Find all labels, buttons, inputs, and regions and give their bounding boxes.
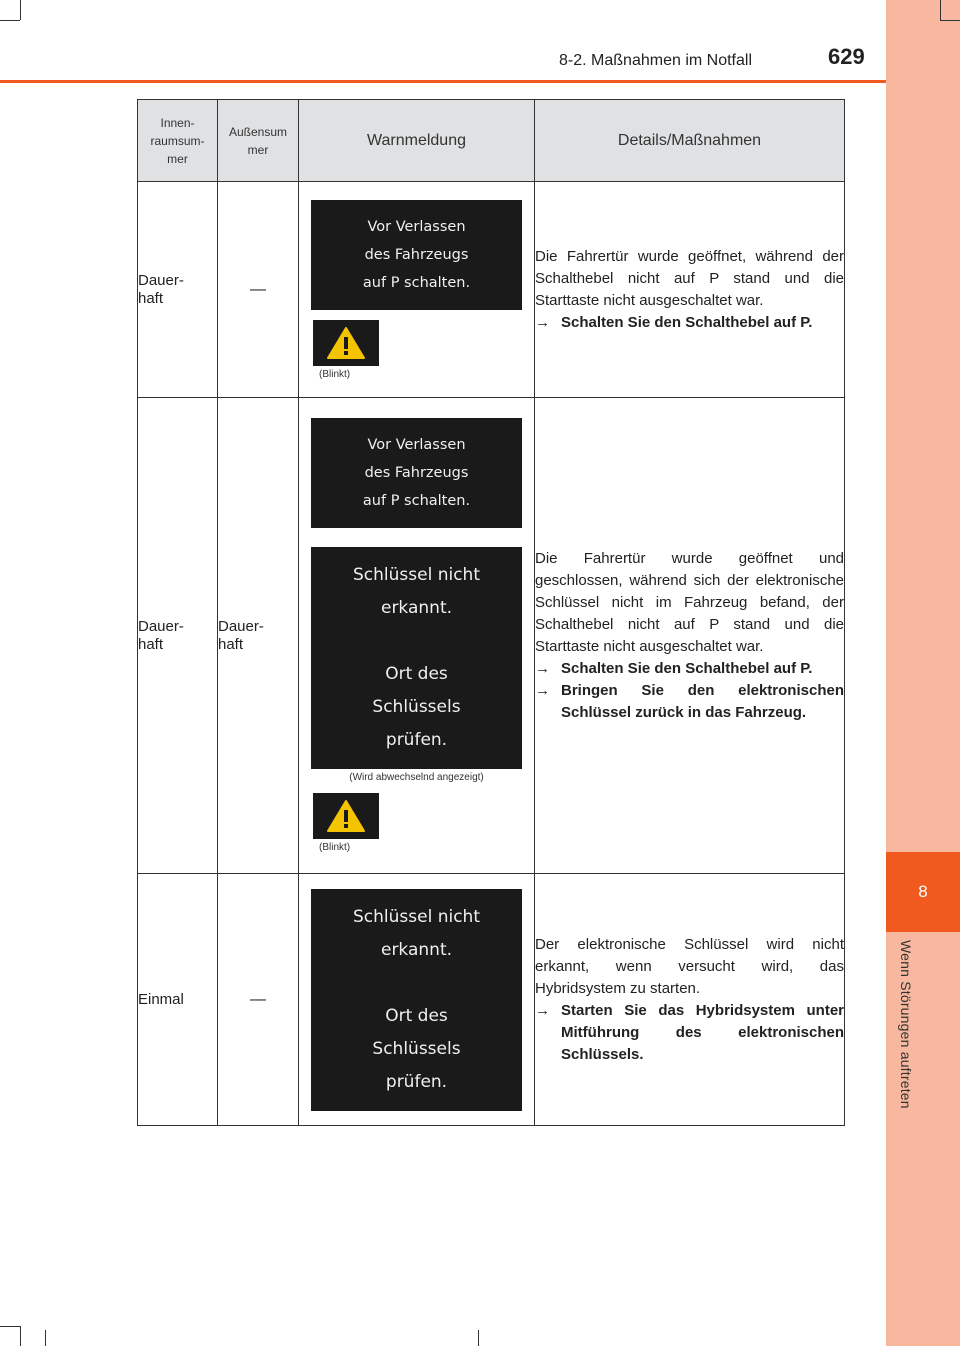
detail-text: Die Fahrertür wurde geöffnet und geschlossen, während sich der elektronische Schlüssel nicht im Fahrzeug befand, der Schalthebel nicht auf P stand und die Starttaste nicht ausgeschaltet war.: [535, 549, 844, 655]
display-line: Ort des: [385, 664, 448, 684]
detail-text: Die Fahrertür wurde geöffnet, während der Schalthebel nicht auf P stand und die Starttaste nicht ausgeschaltet war.: [535, 247, 844, 309]
master-warning-light: [313, 320, 379, 366]
warning-message-cell: [299, 398, 535, 874]
section-title: 8-2. Maßnahmen im Notfall: [559, 52, 752, 69]
display-line: Schlüssels: [372, 697, 461, 717]
blink-caption: (Blinkt): [319, 368, 351, 380]
crop-mark: [20, 0, 21, 20]
header-details: Details/Maßnahmen: [535, 100, 845, 182]
crop-mark: [20, 1326, 21, 1346]
display-line: Schlüssel nicht: [353, 565, 480, 585]
chapter-number-tab[interactable]: 8: [886, 852, 960, 932]
display-line: Schlüssel nicht: [353, 906, 480, 927]
action-item: → Starten Sie das Hybridsystem unter Mitführung des elektronischen Schlüssels.: [535, 1000, 844, 1066]
display-line: erkannt.: [380, 598, 453, 618]
header-rule: [0, 80, 886, 83]
warning-message-cell: [299, 182, 535, 398]
display-line: des Fahrzeugs: [364, 246, 469, 263]
blink-caption: (Blinkt): [319, 842, 351, 853]
display-screen: [311, 547, 522, 769]
display-line: Vor Verlassen: [367, 437, 466, 453]
warning-table: [137, 99, 845, 1126]
display-line: [311, 625, 522, 658]
header-warning-message: Warnmeldung: [299, 100, 535, 182]
warning-message-cell: [299, 874, 535, 1126]
outside-buzzer-cell: —: [218, 874, 299, 1126]
arrow-icon: →: [535, 313, 550, 331]
details-cell: [535, 874, 845, 1126]
arrow-icon: →: [535, 659, 550, 677]
action-item: → Bringen Sie den elektronischen Schlüssel zurück in das Fahrzeug.: [535, 680, 844, 724]
warning-triangle-icon: [326, 326, 366, 360]
action-item: → Schalten Sie den Schalthebel auf P.: [535, 312, 844, 334]
inside-buzzer-cell: Dauer- haft: [138, 398, 218, 874]
table-row: [138, 874, 845, 1126]
display-line: auf P schalten.: [362, 274, 471, 291]
alternate-caption: (Wird abwechselnd angezeigt): [349, 772, 484, 783]
arrow-icon: →: [535, 1001, 550, 1019]
header-outside-buzzer: Außensum mer: [218, 100, 299, 182]
table-row: [138, 182, 845, 398]
display-screen: [311, 418, 522, 528]
crop-mark: [0, 1326, 20, 1327]
display-line: auf P schalten.: [362, 493, 471, 509]
arrow-icon: →: [535, 681, 550, 699]
inside-buzzer-cell: Einmal: [138, 874, 218, 1126]
crop-mark: [45, 1330, 46, 1346]
outside-buzzer-cell: —: [218, 182, 299, 398]
display-line: Schlüssels: [372, 1038, 461, 1059]
crop-mark: [0, 20, 20, 21]
display-line: [311, 967, 522, 1000]
display-line: prüfen.: [385, 730, 448, 750]
display-screen: [311, 200, 522, 310]
table-row: [138, 398, 845, 874]
inside-buzzer-cell: Dauer- haft: [138, 182, 218, 398]
action-item: → Schalten Sie den Schalthebel auf P.: [535, 658, 844, 680]
detail-text: Der elektronische Schlüssel wird nicht erkannt, wenn versucht wird, das Hybridsystem zu starten.: [535, 935, 844, 997]
details-cell: [535, 398, 845, 874]
display-line: Ort des: [385, 1005, 448, 1026]
crop-mark: [478, 1330, 479, 1346]
display-line: prüfen.: [385, 1071, 448, 1092]
details-cell: [535, 182, 845, 398]
display-line: erkannt.: [380, 939, 453, 960]
warning-triangle-icon: [326, 799, 366, 833]
master-warning-light: [313, 793, 379, 839]
display-screen: [311, 889, 522, 1111]
page-number: 629: [828, 44, 865, 69]
crop-mark: [940, 20, 960, 21]
crop-mark: [940, 0, 941, 20]
display-line: Vor Verlassen: [367, 218, 466, 235]
outside-buzzer-cell: Dauer- haft: [218, 398, 299, 874]
display-line: des Fahrzeugs: [364, 465, 469, 481]
header-inside-buzzer: Innen- raumsum- mer: [138, 100, 218, 182]
chapter-title: Wenn Störungen auftreten: [898, 940, 914, 1109]
table-header-row: [138, 100, 845, 182]
